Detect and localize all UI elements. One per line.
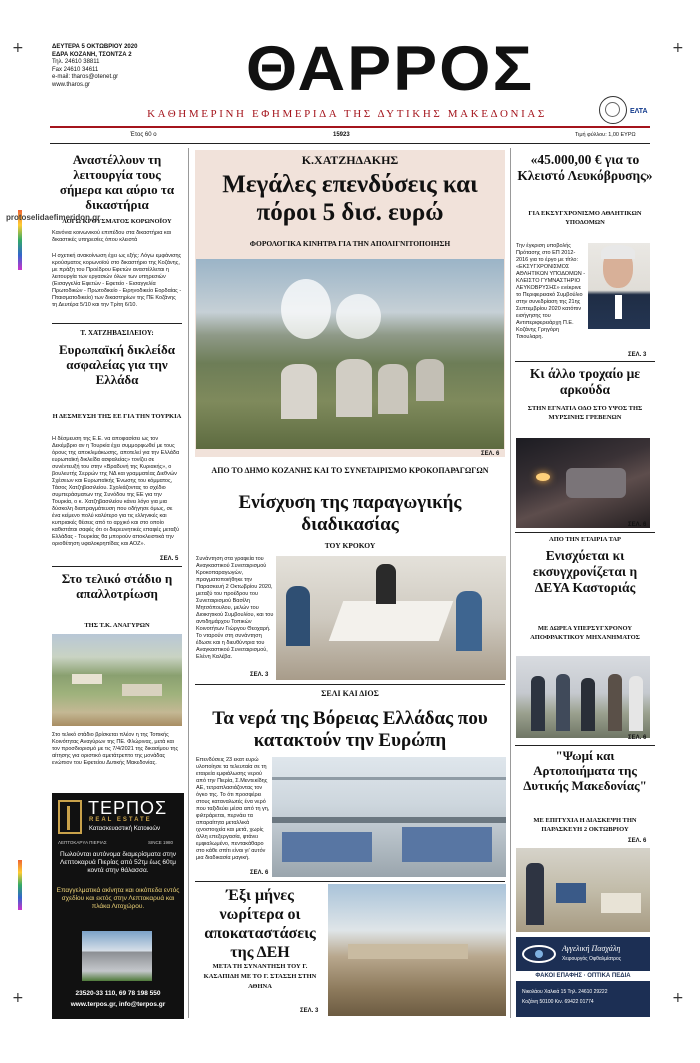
headline-saffron: Ενίσχυση της παραγωγικής διαδικασίας: [238, 492, 462, 535]
ad-text-apartments: Πωλούνται αυτόνομα διαμερίσματα στην Λεπτοκαρυά Πιερίας από 52τμ έως 60τμ κοντά στην θάλασσα.: [60, 851, 176, 874]
ad-brand-sub: REAL ESTATE: [89, 817, 152, 823]
divider: [515, 745, 655, 746]
subhead-expropriation: ΤΗΣ Τ.Κ. ΑΝΑΓΥΡΩΝ: [84, 622, 150, 629]
page-ref: ΣΕΛ. 6: [628, 522, 647, 528]
photo-power-plant: [196, 259, 504, 449]
ad-web: www.terpos.gr, info@terpos.gr: [70, 1001, 166, 1008]
newspaper-subtitle: ΚΑΘΗΜΕΡΙΝΗ ΕΦΗΜΕΡΙΔΑ ΤΗΣ ΔΥΤΙΚΗΣ ΜΑΚΕΔΟΝΙΑΣ: [147, 108, 547, 120]
page-ref: ΣΕΛ. 6: [628, 735, 647, 741]
kicker-deya: ΑΠΟ ΤΗΝ ΕΤΑΙΡΙΑ ΤΑΡ: [549, 536, 621, 543]
ad-location: ΛΕΠΤΟΚΑΡΥΑ ΠΙΕΡΙΑΣ: [58, 840, 107, 845]
photo-meeting: [276, 556, 506, 680]
photo-deya-group: [516, 656, 650, 738]
page-ref: ΣΕΛ. 6: [250, 870, 269, 876]
photo-mine: [328, 884, 506, 1016]
fax: Fax 24610 34611: [52, 66, 99, 73]
photo-village-aerial: [52, 634, 182, 726]
website: www.tharos.gr: [52, 81, 91, 88]
ad-address2: Κοζάνη 50100 Κιν. 69422 01774: [522, 999, 594, 1005]
text-leukovrysi: Την έγκριση υποβολής Πρότασης στο ΕΠ 2012-2016 για το έργο με τίτλο: «ΕΚΣΥΓΧΡΟΝΙΣΜΟΣ ΑΘΛΗΤΙΚΩΝ ΥΠΟΔΟΜΩΝ - ΚΛΕΙΣΤΟ ΓΥΜΝΑΣΤΗΡΙΟ ΛΕΥΚΟΒΡΥΣΗΣ» ενέκρινε το Περιφερειακό Συμβούλιο στην συνεδρίαση της 21ης Σεπτεμβρίου 2020 κατόπιν εισήγησης του Αντιπεριφερειάρχη Π.Ε. Κοζάνης Γρηγόρη Τσιουλαρη.: [516, 243, 586, 340]
page-ref: ΣΕΛ. 6: [628, 838, 647, 844]
subhead-leukovrysi: ΓΙΑ ΕΚΣΥΓΧΡΟΝΙΣΜΟ ΑΘΛΗΤΙΚΩΝ ΥΠΟΔΟΜΩΝ: [528, 210, 642, 226]
ad-doctor-role: Χειρουργός Οφθαλμίατρος: [562, 956, 622, 962]
text-expropriation: Στο τελικό στάδιο βρίσκεται πλέον η της Τοπικής Κοινότητας Αναγύρων της ΠΕ. Φλώρινας, μετά και τον προσδιορισμό με τις 7/4/2021 της δικασίμου της αίτησης για οριστικό αμετάτρεπτο της μονάδας ενώπιον του Εφετείου Δυτικής Μακεδονίας.: [52, 732, 179, 766]
crop-mark: +: [672, 40, 684, 56]
header-rule: [50, 143, 650, 144]
photo-house: [82, 931, 152, 981]
subhead-investments: ΦΟΡΟΛΟΓΙΚΑ ΚΙΝΗΤΡΑ ΓΙΑ ΤΗΝ ΑΠΟΛΙΓΝΙΤΟΠΟΙΗΣΗ: [249, 239, 451, 248]
crop-mark: +: [12, 990, 24, 1006]
text-eu: Η δέσμευση της Ε.Ε. να αποφασίσει ως τον Δεκέμβριο αν η Τουρκία έχει συμμορφωθεί με τους όρους της αποκλιμάκωσης, αποτελεί για την Ελλάδα ευρωπαϊκή δικλείδα ασφαλείας» τονίζει σε συνέντευξή του στην «Βραδυνή της Κυριακής», ο βουλευτής Σερρών της ΝΔ και γραμματέας Διεθνών Σχέσεων και Ευρωπαϊκής Ένωσης του κόμματος, Τάσος Χατζηβασιλείου. Σχολιάζοντας το σχέδιο συμπεράσματων της Συνόδου της ΕΕ για την Τουρκία, ο κ. Χατζηβασιλείου κάνει λόγο για μια δύσκολη διαπραγμάτευση που οδήγησε όμως, σε ένα κείμενο πολύ καλύτερο για τις ελληνικές και κυπριακές θέσεις από το αρχικό και στο οποίο καθιστάται σαφές ότι οι διερευνητικές επαφές μεταξύ Ελλάδας - Τουρκίας θα μπορούν αποκλειστικά την οριοθέτηση υφαλοκρηπίδας και ΑΟΖ».: [52, 436, 180, 547]
seal-icon: [599, 96, 627, 124]
masthead-info: [52, 44, 187, 89]
subhead-saffron: ΤΟΥ ΚΡΟΚΟΥ: [324, 541, 376, 550]
ad-terpos: [52, 793, 184, 1019]
ad-phone: 23520-33 110, 69 78 198 550: [75, 990, 161, 997]
ad-since: SINCE 1980: [148, 840, 174, 845]
watermark: protoselidaefimeridon.gr: [6, 213, 101, 222]
divider: [52, 323, 182, 324]
text-courts-intro: Κανόνια κοινωνικού επιπέδου στα δικαστήρια και δικαστικές υπηρεσίες όπου κλειστά: [52, 230, 172, 243]
column-rule: [188, 148, 189, 1018]
subhead-deya: ΜΕ ΔΩΡΕΑ ΥΠΕΡΣΥΓΧΡΟΝΟΥ ΑΠΟΦΡΑΚΤΙΚΟΥ ΜΗΧΑΝΗΜΑΤΟΣ: [530, 625, 640, 641]
address: ΕΔΡΑ ΚΟΖΑΝΗ, ΤΣΟΝΤΖΑ 2: [52, 51, 132, 58]
photo-car-crash: [516, 438, 650, 528]
issue-date: ΔΕΥΤΕΡΑ 5 ΟΚΤΩΒΡΙΟΥ 2020: [52, 44, 138, 50]
headline-water: Τα νερά της Βόρειας Ελλάδας που κατακτούν την Ευρώπη: [212, 708, 488, 751]
subhead-eu: Η ΔΕΣΜΕΥΣΗ ΤΗΣ ΕΕ ΓΙΑ ΤΗΝ ΤΟΥΡΚΙΑ: [52, 413, 182, 420]
text-water: Επενδύσεις 23 εκατ ευρώ υλοποίησε τα τελευταία σε τη εταιρεία εμφιάλωσης νερού από την Πιερία, Σ.Μεντεκίδης ΑΕ, τετραπλασιάζοντας τον όγκο της. Το ότι προσφέρει στους καταναλωτές ένα νερό που ταξιδεύει μέσα από τη γη, φιλτράρεται, περνάει τα απαραίτητα μεταλλικά ιχνοστοιχεία και μετά, χωρίς άλλη επεξεργασία, φτάνει εμφιαλωμένο, πεντακάθαρο στο κάθε σπίτι είναι γι' αυτόν μια διαδικασία μαγική.: [196, 757, 270, 861]
price: Τιμή φύλλου: 1,00 ΕΥΡΩ: [575, 132, 636, 138]
headline-dei: Έξι μήνες νωρίτερα οι αποκαταστάσεις της ΔΕΗ: [204, 887, 316, 961]
page-ref: ΣΕΛ. 3: [300, 1008, 319, 1014]
text-courts: Η σχετική ανακοίνωση έχει ως εξής: Λόγω εμφάνισης κρούσματος κορωνοϊού στο δικαστήριο της Κοζάνης, με πράξη του Προέδρου Εφετών αναστέλλεται η λειτουργία των εργασιών όλων των υπηρεσιών (Εισαγγελία Εφετών - Εφετείο - Εισαγγελία Πρωτοδικών - Πρωτοδικείο - Ειρηνοδικείο Εορδαίας - Πταισματοδικείο) των δικαστηρίων της ΠΕ Κοζάνης τη Δευτέρα 5/10 και την Τρίτη 6/10.: [52, 253, 182, 308]
kicker-water: ΣΕΛΙ ΚΑΙ ΔΙΟΣ: [321, 689, 379, 698]
photo-portrait: [588, 243, 650, 329]
headline-bread: "Ψωμί και Αρτοποιήματα της Δυτικής Μακεδονίας": [523, 748, 647, 793]
divider: [515, 361, 655, 362]
email: e-mail: tharos@otenet.gr: [52, 74, 119, 80]
subhead-dei: ΜΕΤΑ ΤΗ ΣΥΝΑΝΤΗΣΗ ΤΟΥ Γ. ΚΑΣΑΠΙΔΗ ΜΕ ΤΟ Γ. ΣΤΑΣΣΗ ΣΤΗΝ ΑΘΗΝΑ: [203, 963, 317, 990]
ad-address: Νικολάου Χαλκιά 15 Τηλ. 24610 29222: [522, 989, 608, 995]
page-ref: ΣΕΛ. 6: [481, 451, 500, 457]
building-icon: [58, 800, 82, 834]
kicker-saffron: ΑΠΟ ΤΟ ΔΗΜΟ ΚΟΖΑΝΗΣ ΚΑΙ ΤΟ ΣΥΝΕΤΑΙΡΙΣΜΟ ΚΡΟΚΟΠΑΡΑΓΩΓΩΝ: [211, 466, 489, 475]
divider: [515, 532, 655, 533]
text-saffron: Συνάντηση στα γραφεία του Αναγκαστικού Συνεταιρισμού Κροκοπαραγωγών, πραγματοποιήθηκε την Παρασκευή 2 Οκτωβρίου 2020, μεταξύ του προέδρου του Συνεταιρισμού Βασίλη Μητσόπουλου, μελών του Διοικητικού Συμβουλίου, και του αντιδημάρχου Τοπικών Κοινοτήτων Γιώργου Θεοχαρή. Το νταρούν στη συνάντηση έδωσε και η διευθύντρια του Αναγκαστικού Συνεταιρισμού, Ελένη Καλέβα.: [196, 556, 274, 660]
page-ref: ΣΕΛ. 3: [628, 352, 647, 358]
page-ref: ΣΕΛ. 3: [250, 672, 269, 678]
issue-number: 15923: [333, 132, 350, 138]
ad-brand: ΤΕΡΠΟΣ: [88, 798, 168, 818]
divider: [195, 684, 505, 685]
column-rule: [510, 148, 511, 1018]
elta-badge: ΕΛΤΑ: [630, 108, 648, 115]
crop-mark: +: [672, 990, 684, 1006]
color-bar: [18, 860, 22, 910]
headline-deya: Ενισχύεται κι εκσυγχρονίζεται η ΔΕΥΑ Καστοριάς: [532, 548, 638, 595]
kicker-eu: Τ. ΧΑΤΖΗΒΑΣΙΛΕΙΟΥ:: [80, 329, 154, 337]
ad-ophthalmologist: [516, 937, 650, 1017]
newspaper-title: ΘΑΡΡΟΣ: [245, 32, 535, 104]
photo-factory: [272, 757, 506, 877]
ad-doctor-name: Αγγελική Πασχάλη: [562, 944, 621, 953]
phone: Τηλ. 24610 38811: [52, 59, 100, 65]
divider: [195, 881, 505, 882]
headline-investments: Μεγάλες επενδύσεις και πόροι 5 δισ. ευρώ: [222, 171, 478, 226]
ad-services: ΦΑΚΟΙ ΕΠΑΦΗΣ · ΟΠΤΙΚΑ ΠΕΔΙΑ: [516, 971, 650, 981]
subhead-courts: ΛΟΓΩ ΚΡΟΥΣΜΑΤΟΣ ΚΟΡΩΝΟΪΟΥ: [62, 218, 172, 225]
eye-icon: [522, 945, 556, 963]
headline-courts: Αναστέλλουν τη λειτουργία τους σήμερα και αύριο τα δικαστήρια: [59, 152, 175, 212]
ad-brand-desc: Κατασκευαστική Κατοικιών: [89, 826, 161, 832]
ad-text-land: Επαγγελματικά ακίνητα και οικόπεδα εντός σχεδίου και εκτός στην Λεπτοκαρυά και πλάκα Λιτοχώρου.: [56, 887, 180, 910]
crop-mark: +: [12, 40, 24, 56]
headline-bear: Κι άλλο τροχαίο με αρκούδα: [529, 366, 641, 397]
year: Έτος 60 ο: [130, 132, 157, 138]
page-ref: ΣΕΛ. 5: [160, 556, 179, 562]
headline-leukovrysi: «45.000,00 € για το Κλειστό Λευκόβρυσης»: [517, 152, 653, 183]
subhead-bread: ΜΕ ΕΠΙΤΥΧΙΑ Η ΔΙΑΣΚΕΨΗ ΤΗΝ ΠΑΡΑΣΚΕΥΗ 2 ΟΚΤΩΒΡΙΟΥ: [533, 817, 637, 833]
kicker-hatzidakis: Κ.ΧΑΤΖΗΔΑΚΗΣ: [301, 153, 399, 167]
headline-expropriation: Στο τελικό στάδιο η απαλλοτρίωση: [61, 571, 173, 601]
divider: [52, 566, 182, 567]
photo-conference: [516, 848, 650, 932]
headline-eu: Ευρωπαϊκή δικλείδα ασφαλείας για την Ελλάδα: [58, 342, 176, 387]
masthead-rule: [50, 126, 650, 128]
subhead-bear: ΣΤΗΝ ΕΓΝΑΤΙΑ ΟΔΟ ΣΤΟ ΥΨΟΣ ΤΗΣ ΜΥΡΣΙΝΗΣ ΓΡΕΒΕΝΩΝ: [527, 405, 643, 421]
